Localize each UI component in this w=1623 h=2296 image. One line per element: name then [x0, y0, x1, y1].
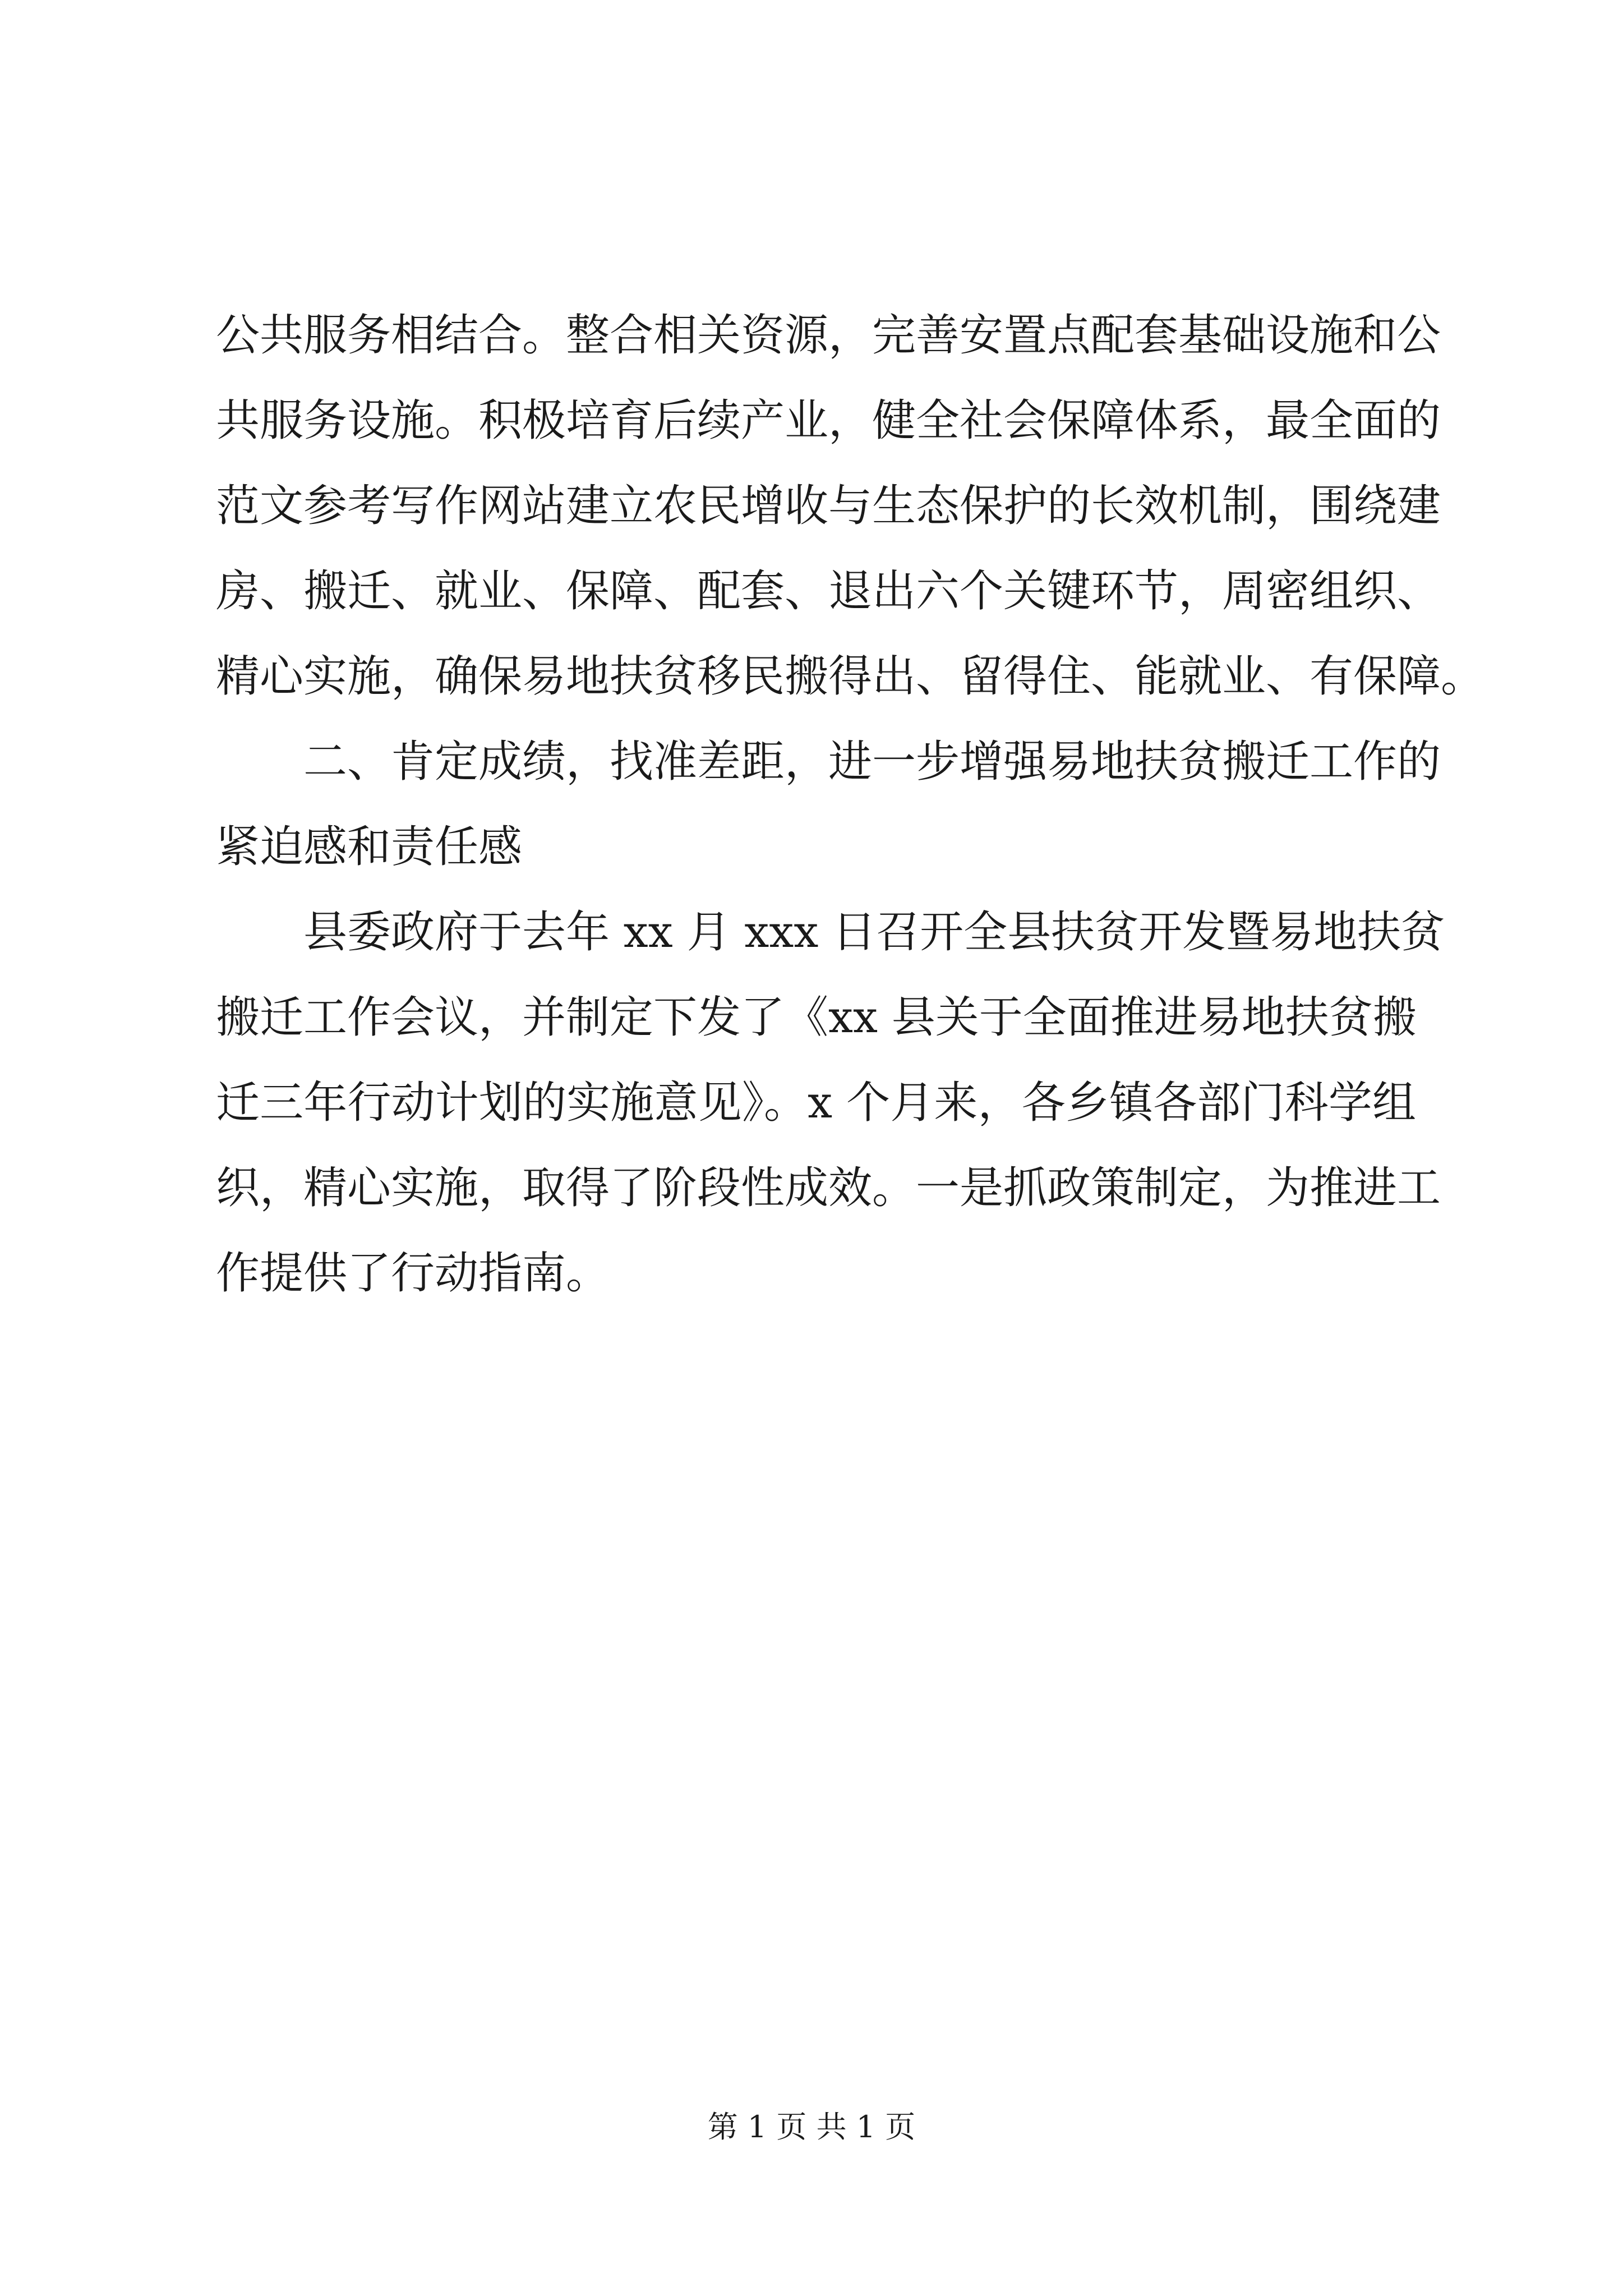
text-line: 公共服务相结合。整合相关资源，完善安置点配套基础设施和公 [216, 310, 1441, 361]
section-heading-line: 二、肯定成绩，找准差距，进一步增强易地扶贫搬迁工作的 [303, 737, 1441, 787]
text-line: 精心实施，确保易地扶贫移民搬得出、留得住、能就业、有保障。 [216, 651, 1485, 702]
text-line: 房、搬迁、就业、保障、配套、退出六个关键环节，周密组织、 [216, 566, 1441, 616]
text-line: 县委政府于去年 xx 月 xxx 日召开全县扶贫开发暨易地扶贫 [303, 907, 1445, 958]
body-text [216, 293, 1485, 1316]
text-line: 迁三年行动计划的实施意见》。x 个月来，各乡镇各部门科学组 [216, 1078, 1416, 1128]
text-line: 织，精心实施，取得了阶段性成效。一是抓政策制定，为推进工 [216, 1163, 1441, 1213]
text-line: 搬迁工作会议，并制定下发了《xx 县关于全面推进易地扶贫搬 [216, 992, 1417, 1043]
text-line: 范文参考写作网站建立农民增收与生态保护的长效机制，围绕建 [216, 481, 1441, 531]
section-heading-line: 紧迫感和责任感 [216, 822, 523, 872]
text-line: 共服务设施。积极培育后续产业，健全社会保障体系，最全面的 [216, 395, 1441, 446]
text-line: 作提供了行动指南。 [216, 1248, 610, 1299]
page-number-footer: 第 1 页 共 1 页 [707, 2109, 916, 2145]
